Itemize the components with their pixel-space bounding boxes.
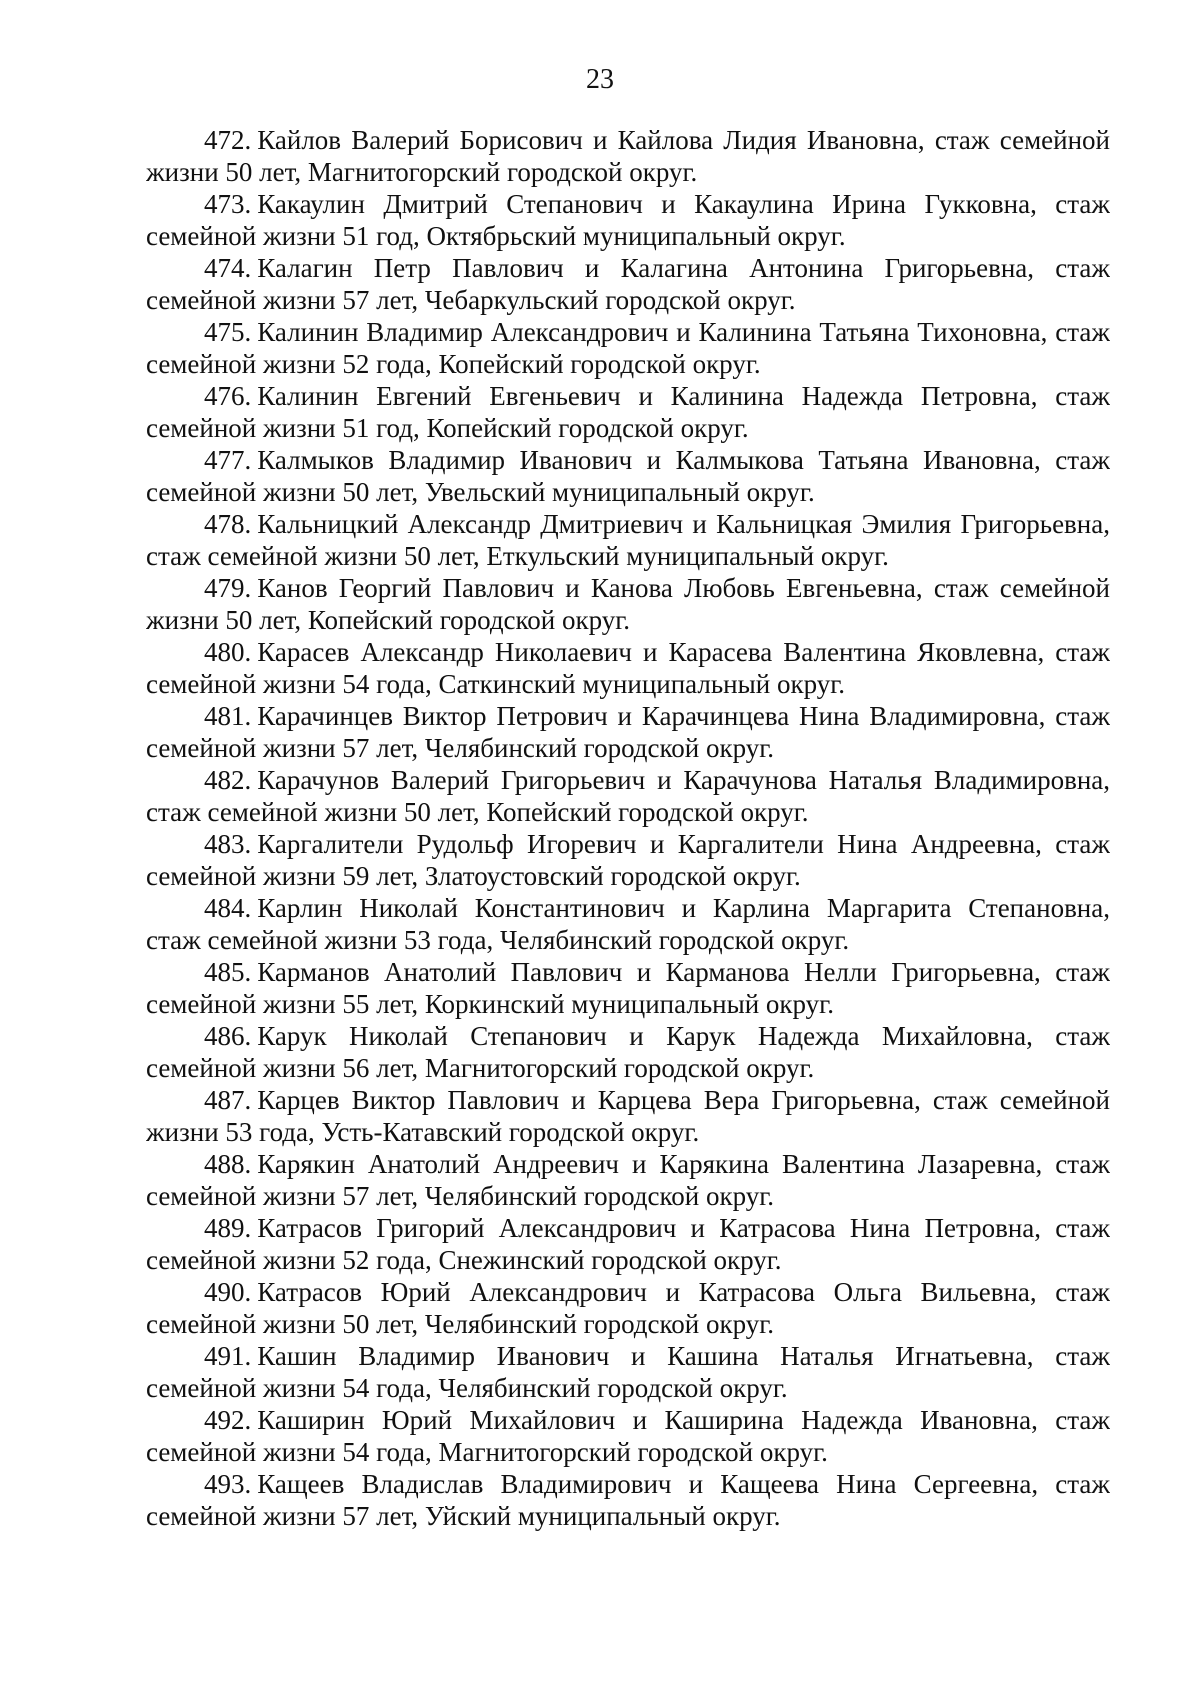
entry-number: 485.: [204, 957, 252, 987]
list-item: [146, 124, 1110, 188]
entry-text: Кашин Владимир Иванович и Кашина Наталья Игнатьевна, стаж семейной жизни 54 года, Челябинский городской округ.: [146, 1341, 1110, 1403]
entry-number: 483.: [204, 829, 252, 859]
list-item: [146, 1276, 1110, 1340]
entry-text: Кайлов Валерий Борисович и Кайлова Лидия Ивановна, стаж семейной жизни 50 лет, Магнитогорский городской округ.: [146, 125, 1110, 187]
list-item: [146, 700, 1110, 764]
list-item: [146, 188, 1110, 252]
entry-number: 476.: [204, 381, 252, 411]
entry-text: Карасев Александр Николаевич и Карасева Валентина Яковлевна, стаж семейной жизни 54 года, Саткинский муниципальный округ.: [146, 637, 1110, 699]
list-item: [146, 572, 1110, 636]
entry-text: Карачунов Валерий Григорьевич и Карачунова Наталья Владимировна, стаж семейной жизни 50 лет, Копейский городской округ.: [146, 765, 1110, 827]
entry-number: 473.: [204, 189, 252, 219]
list-item: [146, 252, 1110, 316]
entry-text: Карук Николай Степанович и Карук Надежда Михайловна, стаж семейной жизни 56 лет, Магнитогорский городской округ.: [146, 1021, 1110, 1083]
entry-number: 474.: [204, 253, 252, 283]
list-item: [146, 1084, 1110, 1148]
list-item: [146, 1404, 1110, 1468]
entry-number: 478.: [204, 509, 252, 539]
entry-list: [146, 124, 1110, 1532]
entry-text: Калинин Владимир Александрович и Калинина Татьяна Тихоновна, стаж семейной жизни 52 года, Копейский городской округ.: [146, 317, 1110, 379]
entry-text: Кальницкий Александр Дмитриевич и Кальницкая Эмилия Григорьевна, стаж семейной жизни 50 лет, Еткульский муниципальный округ.: [146, 509, 1110, 571]
entry-text: Катрасов Григорий Александрович и Катрасова Нина Петровна, стаж семейной жизни 52 года, Снежинский городской округ.: [146, 1213, 1110, 1275]
list-item: [146, 316, 1110, 380]
entry-number: 491.: [204, 1341, 252, 1371]
entry-number: 484.: [204, 893, 252, 923]
list-item: [146, 1340, 1110, 1404]
entry-text: Калагин Петр Павлович и Калагина Антонина Григорьевна, стаж семейной жизни 57 лет, Чебаркульский городской округ.: [146, 253, 1110, 315]
entry-number: 481.: [204, 701, 252, 731]
entry-text: Калинин Евгений Евгеньевич и Калинина Надежда Петровна, стаж семейной жизни 51 год, Копейский городской округ.: [146, 381, 1110, 443]
list-item: [146, 828, 1110, 892]
list-item: [146, 956, 1110, 1020]
list-item: [146, 380, 1110, 444]
entry-number: 477.: [204, 445, 252, 475]
entry-text: Катрасов Юрий Александрович и Катрасова Ольга Вильевна, стаж семейной жизни 50 лет, Челябинский городской округ.: [146, 1277, 1110, 1339]
entry-number: 480.: [204, 637, 252, 667]
entry-text: Карякин Анатолий Андреевич и Карякина Валентина Лазаревна, стаж семейной жизни 57 лет, Челябинский городской округ.: [146, 1149, 1110, 1211]
entry-number: 488.: [204, 1149, 252, 1179]
entry-number: 489.: [204, 1213, 252, 1243]
entry-text: Карачинцев Виктор Петрович и Карачинцева Нина Владимировна, стаж семейной жизни 57 лет, Челябинский городской округ.: [146, 701, 1110, 763]
entry-number: 493.: [204, 1469, 252, 1499]
page-number: 23: [586, 64, 614, 95]
list-item: [146, 508, 1110, 572]
entry-number: 486.: [204, 1021, 252, 1051]
entry-text: Каргалители Рудольф Игоревич и Каргалители Нина Андреевна, стаж семейной жизни 59 лет, Златоустовский городской округ.: [146, 829, 1110, 891]
entry-text: Какаулин Дмитрий Степанович и Какаулина Ирина Гукковна, стаж семейной жизни 51 год, Октябрьский муниципальный округ.: [146, 189, 1110, 251]
list-item: [146, 1212, 1110, 1276]
entry-text: Канов Георгий Павлович и Канова Любовь Евгеньевна, стаж семейной жизни 50 лет, Копейский городской округ.: [146, 573, 1110, 635]
list-item: [146, 444, 1110, 508]
entry-number: 472.: [204, 125, 252, 155]
entry-number: 479.: [204, 573, 252, 603]
entry-text: Карцев Виктор Павлович и Карцева Вера Григорьевна, стаж семейной жизни 53 года, Усть-Катавский городской округ.: [146, 1085, 1110, 1147]
entry-number: 482.: [204, 765, 252, 795]
entry-text: Калмыков Владимир Иванович и Калмыкова Татьяна Ивановна, стаж семейной жизни 50 лет, Увельский муниципальный округ.: [146, 445, 1110, 507]
entry-text: Каширин Юрий Михайлович и Каширина Надежда Ивановна, стаж семейной жизни 54 года, Магнитогорский городской округ.: [146, 1405, 1110, 1467]
list-item: [146, 764, 1110, 828]
list-item: [146, 636, 1110, 700]
list-item: [146, 1020, 1110, 1084]
entry-number: 492.: [204, 1405, 252, 1435]
entry-text: Кащеев Владислав Владимирович и Кащеева Нина Сергеевна, стаж семейной жизни 57 лет, Уйский муниципальный округ.: [146, 1469, 1110, 1531]
list-item: [146, 892, 1110, 956]
entry-text: Карлин Николай Константинович и Карлина Маргарита Степановна, стаж семейной жизни 53 года, Челябинский городской округ.: [146, 893, 1110, 955]
entry-number: 475.: [204, 317, 252, 347]
entry-number: 487.: [204, 1085, 252, 1115]
entry-text: Карманов Анатолий Павлович и Карманова Нелли Григорьевна, стаж семейной жизни 55 лет, Коркинский муниципальный округ.: [146, 957, 1110, 1019]
list-item: [146, 1148, 1110, 1212]
entry-number: 490.: [204, 1277, 252, 1307]
list-item: [146, 1468, 1110, 1532]
